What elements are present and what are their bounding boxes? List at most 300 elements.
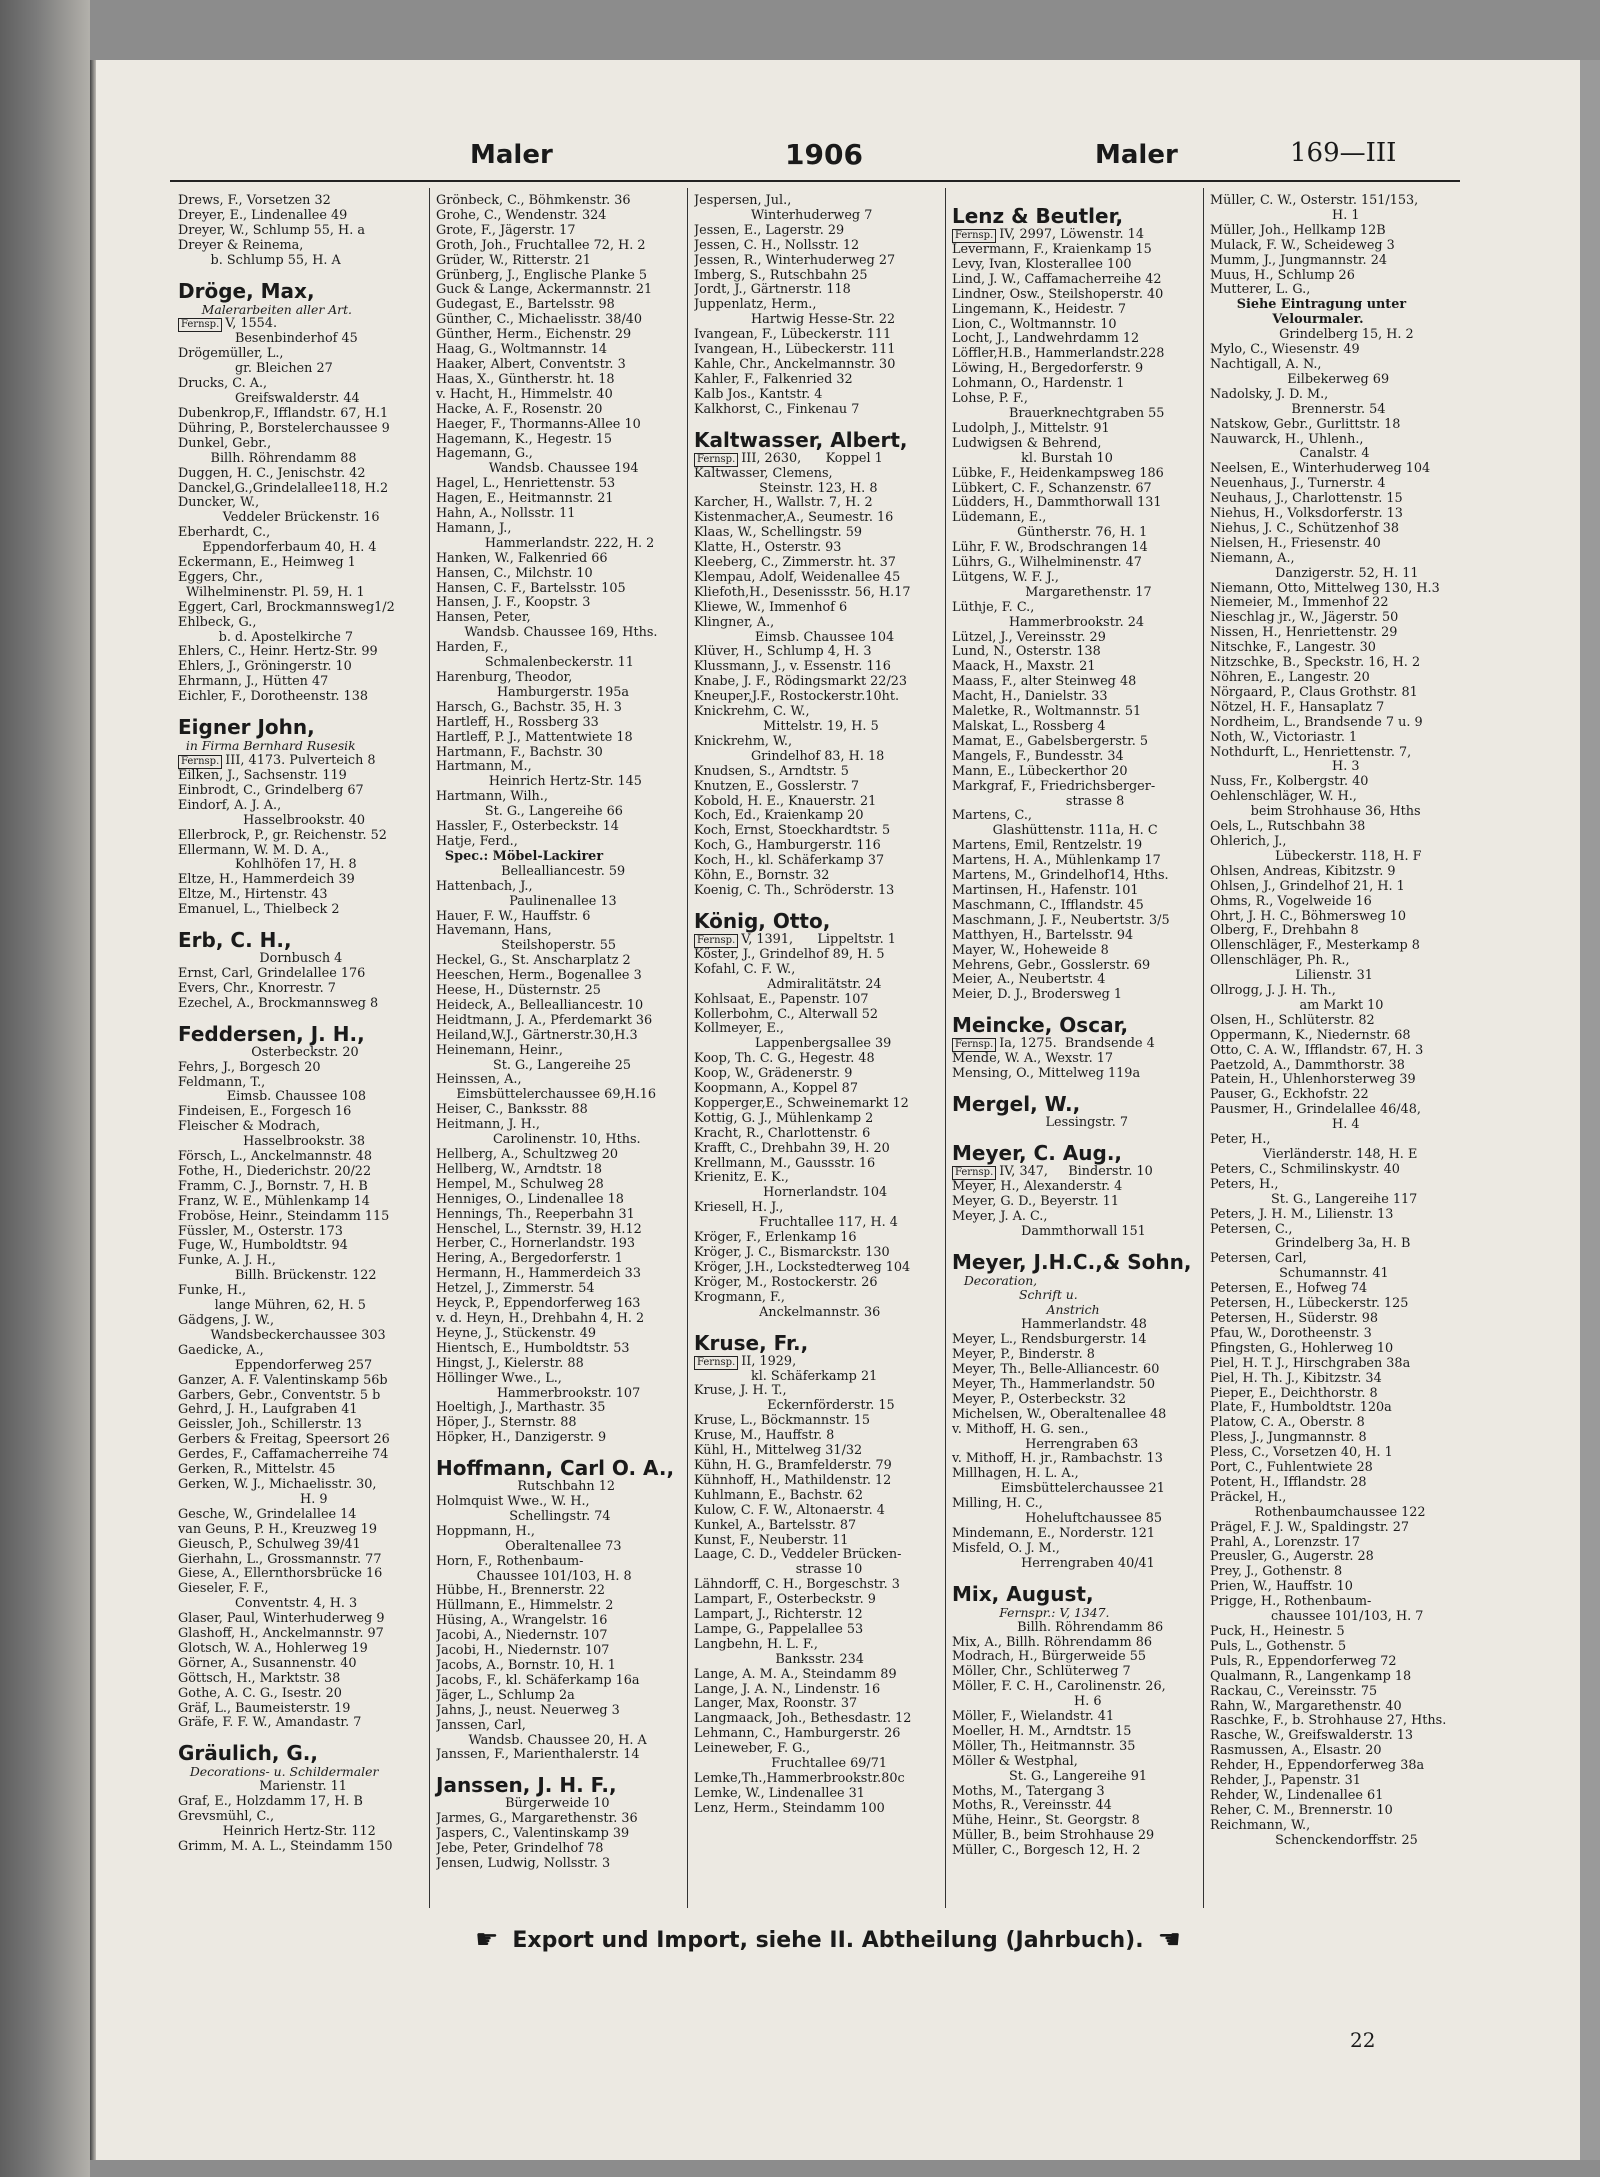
directory-entry — [436, 1282, 681, 1297]
entry-text: Feldmann, T., — [178, 1075, 266, 1090]
directory-entry — [1210, 403, 1456, 418]
entry-text: St. G., Langereihe 117 — [1210, 1192, 1418, 1207]
entry-text: Maack, H., Maxstr. 21 — [952, 660, 1096, 675]
entry-text: gr. Bleichen 27 — [178, 362, 333, 377]
directory-entry — [1210, 1148, 1456, 1163]
entry-text: Rehder, J., Papenstr. 31 — [1210, 1774, 1361, 1789]
directory-entry — [694, 601, 939, 616]
directory-entry — [178, 1076, 423, 1091]
entry-text: Jacobs, F., kl. Schäferkamp 16a — [436, 1673, 640, 1688]
directory-entry — [694, 1216, 939, 1231]
entry-text: Admiralitätstr. 24 — [694, 977, 882, 992]
directory-entry — [436, 1734, 681, 1749]
directory-entry — [694, 1697, 939, 1712]
entry-text: Modrach, H., Bürgerweide 55 — [952, 1650, 1147, 1665]
directory-entry — [952, 631, 1197, 646]
entry-text: Knabe, J. F., Rödingsmarkt 22/23 — [694, 675, 908, 690]
directory-entry — [952, 1512, 1197, 1527]
directory-entry — [952, 1695, 1197, 1710]
directory-entry — [436, 1133, 681, 1148]
entry-text: Krafft, C., Drehbahn 39, H. 20 — [694, 1141, 890, 1156]
directory-entry — [436, 313, 681, 328]
directory-column-3 — [688, 188, 946, 1908]
directory-entry — [436, 447, 681, 462]
directory-entry — [694, 1157, 939, 1172]
directory-entry — [694, 283, 939, 298]
directory-entry — [694, 795, 939, 810]
entry-text: Hagen, E., Heitmannstr. 21 — [436, 492, 614, 507]
entry-text: Klüver, H., Schlump 4, H. 3 — [694, 645, 872, 660]
entry-text: Heinrich Hertz-Str. 145 — [436, 775, 642, 790]
directory-entry — [952, 511, 1197, 526]
directory-entry — [952, 1740, 1197, 1755]
directory-entry — [178, 377, 423, 392]
entry-text: Maschmann, J. F., Neubertstr. 3/5 — [952, 913, 1170, 928]
entry-text: Piel, H. T. J., Hirschgraben 38a — [1210, 1356, 1411, 1371]
directory-entry — [952, 1408, 1197, 1423]
entry-text: Mittelstr. 19, H. 5 — [694, 720, 879, 734]
entry-text: Peters, J. H. M., Lilienstr. 13 — [1210, 1207, 1394, 1222]
directory-entry — [436, 492, 681, 507]
directory-entry — [436, 880, 681, 895]
directory-entry — [952, 839, 1197, 854]
entry-text: Koch, Ernst, Stoeckhardtstr. 5 — [694, 824, 891, 839]
entry-text: Hüllmann, E., Himmelstr. 2 — [436, 1599, 614, 1614]
directory-entry — [178, 224, 423, 239]
entry-text: Lilienstr. 31 — [1210, 969, 1373, 984]
directory-entry — [952, 1116, 1197, 1131]
directory-entry — [694, 675, 939, 690]
entry-text: Haag, G., Woltmannstr. 14 — [436, 343, 608, 358]
entry-text: Platow, C. A., Oberstr. 8 — [1210, 1416, 1365, 1431]
entry-text: Mamat, E., Gabelsbergerstr. 5 — [952, 734, 1149, 749]
entry-text: Ivangean, F., Lübeckerstr. 111 — [694, 328, 892, 343]
entry-text: Knickrehm, C. W., — [694, 705, 810, 720]
directory-entry — [178, 496, 423, 511]
entry-text: Schenckendorffstr. 25 — [1210, 1833, 1418, 1848]
entry-text: Dubenkrop,F., Ifflandstr. 67, H.1 — [178, 406, 389, 421]
directory-entry — [694, 854, 939, 869]
directory-entry — [1210, 865, 1456, 880]
directory-entry — [436, 790, 681, 805]
directory-entry — [1210, 701, 1456, 716]
directory-entry — [952, 1052, 1197, 1067]
entry-text: Kühl, H., Mittelweg 31/32 — [694, 1444, 863, 1459]
directory-entry — [1210, 462, 1456, 477]
directory-entry — [178, 645, 423, 660]
entry-text: Hahn, A., Nollsstr. 11 — [436, 507, 576, 522]
entry-text: Kalkhorst, C., Finkenau 7 — [694, 402, 860, 417]
telephone-label: Fernsp. — [178, 318, 222, 332]
entry-text: Koenig, C. Th., Schröderstr. 13 — [694, 883, 895, 898]
firm-heading: Erb, C. H., — [178, 928, 292, 953]
directory-entry — [178, 209, 423, 224]
directory-entry — [436, 939, 681, 954]
directory-entry — [178, 1553, 423, 1568]
directory-entry — [694, 388, 939, 403]
entry-text: Nörgaard, P., Claus Grothstr. 81 — [1210, 685, 1418, 700]
entry-text: Nuss, Fr., Kolbergstr. 40 — [1210, 775, 1369, 790]
header-page-number: 169—III — [1290, 138, 1397, 168]
directory-entry — [1210, 1625, 1456, 1640]
entry-text: Eberhardt, C., — [178, 526, 271, 541]
directory-entry — [436, 1357, 681, 1372]
directory-entry — [436, 1495, 681, 1510]
directory-entry — [952, 243, 1197, 258]
directory-entry — [1210, 1416, 1456, 1431]
entry-text: Heese, H., Düsternstr. 25 — [436, 984, 601, 999]
entry-text: Pauser, G., Eckhofstr. 22 — [1210, 1088, 1369, 1103]
entry-text: Rothenbaumchaussee 122 — [1210, 1505, 1426, 1520]
entry-text: Wandsb. Chaussee 169, Hths. — [436, 626, 658, 641]
entry-text: Malskat, L., Rossberg 4 — [952, 720, 1106, 734]
entry-text: beim Strohhause 36, Hths — [1210, 805, 1421, 820]
directory-entry — [436, 1719, 681, 1734]
entry-text: Kracht, R., Charlottenstr. 6 — [694, 1126, 871, 1141]
entry-text: Hartmann, Wilh., — [436, 790, 548, 805]
entry-text: Hanken, W., Falkenried 66 — [436, 551, 608, 566]
entry-text: Fehrs, J., Borgesch 20 — [178, 1060, 321, 1075]
entry-text: Lemke, W., Lindenallee 31 — [694, 1786, 865, 1801]
entry-text: Duncker, W., — [178, 496, 260, 511]
directory-entry — [952, 601, 1197, 616]
entry-text: Pless, C., Vorsetzen 40, H. 1 — [1210, 1446, 1393, 1461]
directory-entry — [1210, 1059, 1456, 1074]
directory-entry — [952, 824, 1197, 839]
directory-entry — [1210, 582, 1456, 597]
directory-entry — [1210, 343, 1456, 358]
entry-text: Bellealliancestr. 59 — [436, 864, 626, 879]
entry-text: Knudsen, S., Arndtstr. 5 — [694, 764, 849, 779]
entry-text: Lähndorff, C. H., Borgeschstr. 3 — [694, 1578, 900, 1593]
entry-text: Lemke,Th.,Hammerbrookstr.80c — [694, 1772, 905, 1786]
entry-text: Peters, H., — [1210, 1177, 1279, 1192]
entry-text: Milling, H. C., — [952, 1497, 1043, 1512]
entry-text: Lohmann, O., Hardenstr. 1 — [952, 377, 1125, 392]
entry-text: Ellerbrock, P., gr. Reichenstr. 52 — [178, 828, 387, 843]
entry-text: Eltze, M., Hirtenstr. 43 — [178, 888, 328, 903]
directory-entry — [694, 1261, 939, 1276]
entry-text: Jespersen, Jul., — [694, 194, 792, 208]
directory-entry — [1210, 775, 1456, 790]
directory-entry — [178, 1642, 423, 1657]
entry-text: Siehe Eintragung unter — [1210, 298, 1407, 313]
entry-text: Klingner, A., — [694, 615, 775, 630]
directory-entry — [952, 482, 1197, 497]
directory-entry — [436, 462, 681, 477]
directory-entry — [694, 660, 939, 675]
entry-text: Petersen, E., Hofweg 74 — [1210, 1282, 1368, 1297]
directory-entry — [1210, 1118, 1456, 1133]
directory-entry — [952, 1725, 1197, 1740]
directory-entry — [178, 511, 423, 526]
directory-entry — [952, 1393, 1197, 1408]
directory-entry — [436, 1103, 681, 1118]
entry-text: Danzigerstr. 52, H. 11 — [1210, 566, 1419, 581]
directory-entry — [436, 1689, 681, 1704]
entry-text: Wilhelminenstr. Pl. 59, H. 1 — [178, 585, 365, 600]
directory-entry — [952, 1710, 1197, 1725]
directory-entry — [952, 1210, 1197, 1225]
entry-text: Jebe, Peter, Grindelhof 78 — [436, 1842, 604, 1857]
entry-text: Hartleff, P. J., Mattentwiete 18 — [436, 730, 633, 745]
directory-entry — [178, 347, 423, 362]
entry-text: Hansen, C. F., Bartelsstr. 105 — [436, 581, 626, 596]
entry-text: Rasmussen, A., Elsastr. 20 — [1210, 1744, 1382, 1759]
entry-text: Hamann, J., — [436, 521, 512, 536]
entry-text: Gudegast, E., Bartelsstr. 98 — [436, 298, 615, 313]
directory-entry — [1210, 1431, 1456, 1446]
entry-text: Pless, J., Jungmannstr. 8 — [1210, 1431, 1367, 1446]
entry-text: Meier, D. J., Brodersweg 1 — [952, 988, 1123, 1003]
entry-text: Hartleff, H., Rossberg 33 — [436, 715, 599, 730]
directory-entry — [436, 537, 681, 552]
entry-text: Görner, A., Susannenstr. 40 — [178, 1656, 357, 1671]
entry-text: Nothdurft, L., Henriettenstr. 7, — [1210, 745, 1412, 760]
directory-entry — [1210, 656, 1456, 671]
entry-text: Steilshoperstr. 55 — [436, 939, 616, 954]
entry-text: Niehus, J. C., Schützenhof 38 — [1210, 521, 1400, 536]
directory-entry — [436, 1237, 681, 1252]
directory-entry — [1210, 1088, 1456, 1103]
directory-entry — [952, 347, 1197, 362]
directory-entry — [694, 1127, 939, 1142]
directory-entry — [178, 690, 423, 705]
entry-text: Michelsen, W., Oberaltenallee 48 — [952, 1407, 1167, 1422]
directory-entry — [1210, 1297, 1456, 1312]
directory-entry — [952, 869, 1197, 884]
entry-text: Dammthorwall 151 — [952, 1224, 1146, 1239]
entry-text: Niemann, A., — [1210, 551, 1295, 566]
directory-entry — [436, 1148, 681, 1163]
entry-text: Hassler, F., Osterbeckstr. 14 — [436, 820, 619, 835]
directory-entry — [952, 586, 1197, 601]
directory-entry — [952, 1636, 1197, 1651]
entry-text: Ehlbeck, G., — [178, 615, 257, 630]
directory-entry — [436, 269, 681, 284]
directory-entry — [436, 209, 681, 224]
entry-text: Duggen, H. C., Jenischstr. 42 — [178, 466, 366, 481]
directory-entry — [694, 705, 939, 720]
directory-entry — [952, 1755, 1197, 1770]
entry-text: Lütgens, W. F. J., — [952, 570, 1059, 585]
entry-text: Gerken, R., Mittelstr. 45 — [178, 1463, 336, 1478]
entry-text: Potent, H., Ifflandstr. 28 — [1210, 1475, 1367, 1490]
entry-text: Kleeberg, C., Zimmerstr. ht. 37 — [694, 556, 896, 571]
directory-entry — [178, 1061, 423, 1076]
directory-entry — [1210, 477, 1456, 492]
directory-entry — [1210, 1506, 1456, 1521]
directory-entry — [1210, 1580, 1456, 1595]
directory-entry — [694, 224, 939, 239]
directory-entry — [694, 482, 939, 497]
directory-entry — [178, 571, 423, 586]
directory-entry — [952, 1482, 1197, 1497]
entry-text: Ia, 1275. Brandsende 4 — [999, 1037, 1155, 1052]
directory-entry — [1210, 969, 1456, 984]
directory-entry — [1210, 1163, 1456, 1178]
entry-text: Hatje, Ferd., — [436, 834, 518, 849]
directory-entry — [436, 433, 681, 448]
directory-entry — [436, 1827, 681, 1842]
directory-entry — [178, 799, 423, 814]
firm-description: in Firma Bernhard Rusesik — [178, 738, 356, 754]
directory-entry — [436, 865, 681, 880]
entry-text: Göttsch, H., Marktstr. 38 — [178, 1671, 341, 1686]
directory-entry — [436, 403, 681, 418]
directory-entry — [952, 1037, 1197, 1052]
entry-text: H. 9 — [178, 1492, 328, 1507]
directory-entry — [178, 1433, 423, 1448]
entry-text: Ohrt, J. H. C., Böhmersweg 10 — [1210, 909, 1407, 924]
directory-entry — [178, 1597, 423, 1612]
directory-entry — [952, 914, 1197, 929]
directory-entry — [178, 1180, 423, 1195]
directory-entry — [436, 775, 681, 790]
directory-entry — [1210, 1029, 1456, 1044]
page-fold — [90, 60, 96, 2160]
entry-text: Gieusch, P., Schulweg 39/41 — [178, 1537, 361, 1552]
entry-text: Eimsb. Chaussee 104 — [694, 630, 895, 645]
entry-text: Kistenmacher,A., Seumestr. 16 — [694, 511, 894, 526]
directory-entry — [952, 1665, 1197, 1680]
entry-text: IV, 2997, Löwenstr. 14 — [999, 228, 1144, 242]
entry-text: Martens, H. A., Mühlenkamp 17 — [952, 854, 1161, 869]
directory-entry — [1210, 1774, 1456, 1789]
entry-text: Günther, C., Michaelisstr. 38/40 — [436, 313, 643, 328]
entry-text: Hoheluftchaussee 85 — [952, 1512, 1163, 1527]
entry-text: Raschke, F., b. Strohhause 27, Hths. — [1210, 1714, 1447, 1729]
entry-text: lange Mühren, 62, H. 5 — [178, 1299, 366, 1314]
directory-entry — [178, 1582, 423, 1597]
entry-text: Harsch, G., Bachstr. 35, H. 3 — [436, 700, 622, 715]
directory-entry — [694, 1276, 939, 1291]
entry-text: Fruchtallee 69/71 — [694, 1757, 887, 1772]
directory-entry — [952, 571, 1197, 586]
entry-text: Nöhren, E., Langestr. 20 — [1210, 671, 1370, 685]
directory-entry — [178, 1105, 423, 1120]
directory-entry — [178, 1612, 423, 1627]
directory-entry — [952, 780, 1197, 795]
firm-description: Anstrich — [952, 1302, 1100, 1318]
directory-entry — [1210, 939, 1456, 954]
directory-entry — [1210, 388, 1456, 403]
entry-text: Ollrogg, J. J. H. Th., — [1210, 984, 1336, 999]
entry-text: Markgraf, F., Friedrichsberger- — [952, 779, 1156, 794]
entry-text: Kahle, Chr., Anckelmannstr. 30 — [694, 357, 896, 372]
directory-entry — [694, 254, 939, 269]
directory-entry — [952, 1785, 1197, 1800]
entry-text: Prahl, A., Lorenzstr. 17 — [1210, 1535, 1360, 1550]
directory-entry — [178, 1538, 423, 1553]
entry-text: Grimm, M. A. L., Steindamm 150 — [178, 1839, 393, 1854]
entry-text: Grüder, W., Ritterstr. 21 — [436, 253, 591, 268]
entry-text: Grohe, C., Wendenstr. 324 — [436, 208, 607, 223]
entry-text: Vierländerstr. 148, H. E — [1210, 1148, 1418, 1162]
entry-text: Kliefoth,H., Desenissstr. 56, H.17 — [694, 585, 911, 600]
directory-entry — [952, 795, 1197, 810]
entry-text: Funke, A. J. H., — [178, 1254, 276, 1269]
page-number: 22 — [1350, 2028, 1376, 2052]
directory-entry — [178, 1418, 423, 1433]
directory-entry — [952, 675, 1197, 690]
directory-entry — [694, 1112, 939, 1127]
entry-text: Hamburgerstr. 195a — [436, 685, 629, 700]
entry-text: strasse 8 — [952, 794, 1125, 809]
directory-entry — [1210, 1178, 1456, 1193]
entry-text: Mühe, Heinr., St. Georgstr. 8 — [952, 1814, 1140, 1829]
entry-text: Hammerbrookstr. 24 — [952, 615, 1145, 630]
entry-text: Kollerbohm, C., Alterwall 52 — [694, 1007, 879, 1022]
page-edge — [1580, 60, 1600, 2160]
entry-text: chaussee 101/103, H. 7 — [1210, 1610, 1424, 1625]
entry-text: Moeller, H. M., Arndtstr. 15 — [952, 1724, 1132, 1739]
entry-text: Grevsmühl, C., — [178, 1810, 275, 1825]
entry-text: Steinstr. 123, H. 8 — [694, 481, 878, 496]
entry-text: Mann, E., Lübeckerthor 20 — [952, 764, 1128, 779]
entry-text: Lübkert, C. F., Schanzenstr. 67 — [952, 481, 1152, 496]
directory-entry — [1210, 1327, 1456, 1342]
directory-entry — [436, 582, 681, 597]
directory-entry — [1210, 552, 1456, 567]
entry-text: Pfau, W., Dorotheenstr. 3 — [1210, 1326, 1372, 1341]
directory-entry — [1210, 254, 1456, 269]
entry-text: Lüdders, H., Dammthorwall 131 — [952, 496, 1162, 511]
directory-entry — [178, 1210, 423, 1225]
entry-text: Otto, C. A. W., Ifflandstr. 67, H. 3 — [1210, 1043, 1424, 1058]
entry-text: Nissen, H., Henriettenstr. 29 — [1210, 626, 1398, 641]
directory-entry — [436, 358, 681, 373]
entry-text: Ellermann, W. M. D. A., — [178, 843, 330, 858]
entry-text: Meyer, Th., Belle-Alliancestr. 60 — [952, 1363, 1160, 1377]
entry-text: H. 1 — [1210, 208, 1360, 223]
directory-entry — [694, 690, 939, 705]
directory-entry — [436, 1327, 681, 1342]
entry-text: b. Schlump 55, H. A — [178, 253, 341, 268]
directory-entry — [694, 1683, 939, 1698]
directory-entry — [1210, 433, 1456, 448]
entry-text: Martens, Emil, Rentzelstr. 19 — [952, 839, 1143, 854]
entry-text: Meyer, G. D., Beyerstr. 11 — [952, 1194, 1119, 1209]
entry-text: Guck & Lange, Ackermannstr. 21 — [436, 283, 653, 298]
directory-entry — [1210, 1044, 1456, 1059]
directory-entry — [1210, 924, 1456, 939]
directory-entry — [1210, 328, 1456, 343]
entry-text: Heideck, A., Bellealliancestr. 10 — [436, 998, 644, 1013]
entry-text: Koch, H., kl. Schäferkamp 37 — [694, 854, 885, 869]
entry-text: Niehus, H., Volksdorferstr. 13 — [1210, 507, 1403, 522]
entry-text: Nordheim, L., Brandsende 7 u. 9 — [1210, 715, 1423, 730]
entry-text: Möller, F., Wielandstr. 41 — [952, 1710, 1115, 1725]
directory-entry — [952, 1799, 1197, 1814]
entry-text: Kruse, L., Böckmannstr. 15 — [694, 1414, 871, 1429]
directory-entry — [178, 556, 423, 571]
entry-text: Haaker, Albert, Conventstr. 3 — [436, 357, 626, 372]
directory-entry — [178, 1825, 423, 1840]
directory-entry — [436, 671, 681, 686]
directory-entry — [178, 1299, 423, 1314]
entry-text: Dreyer & Reinema, — [178, 238, 304, 253]
firm-description: Malerarbeiten aller Art. — [178, 301, 352, 317]
entry-text: Noth, W., Victoriastr. 1 — [1210, 730, 1358, 745]
directory-entry — [178, 903, 423, 918]
directory-entry — [178, 254, 423, 269]
entry-text: Patein, H., Uhlenhorsterweg 39 — [1210, 1073, 1416, 1088]
entry-text: Grünberg, J., Englische Planke 5 — [436, 268, 648, 283]
directory-column-4 — [946, 188, 1204, 1908]
directory-entry — [178, 1810, 423, 1825]
entry-text: Kalb Jos., Kantstr. 4 — [694, 387, 823, 402]
